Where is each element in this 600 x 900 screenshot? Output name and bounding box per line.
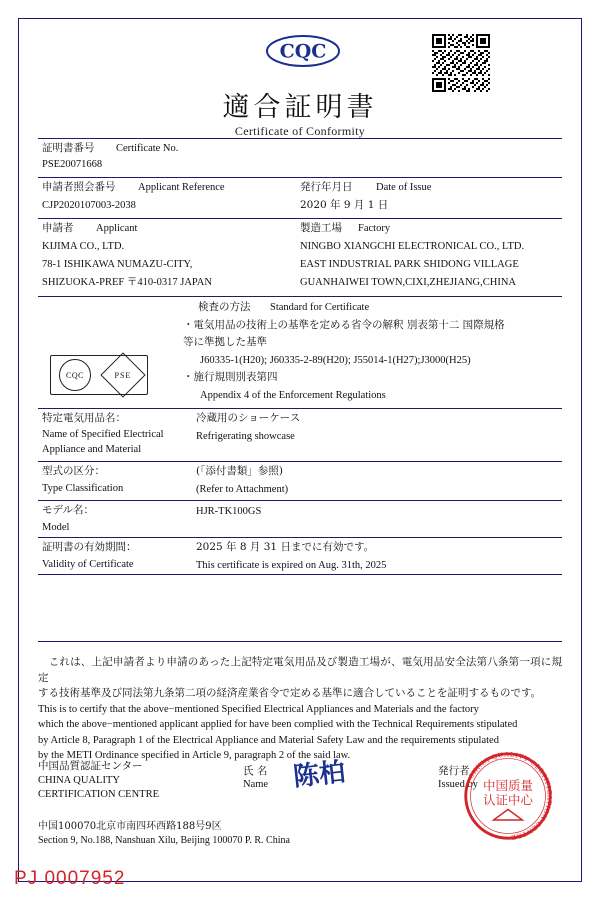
type-value-jp: (「添付書類」参照): [196, 465, 283, 477]
svg-text:认证中心: 认证中心: [483, 792, 533, 808]
statement-en-line-3: by Article 8, Paragraph 1 of the Electrical Appliance and Material Safety Law and the requirements stipulated: [38, 734, 499, 746]
issued-by-label-en: Issued by: [438, 779, 478, 790]
name-label-jp: 氏 名: [243, 765, 268, 777]
handwritten-signature: 陈柏: [291, 757, 347, 793]
divider: [38, 218, 562, 219]
standard-label-jp: 検査の方法: [198, 301, 251, 313]
issued-by-label-jp: 発行者: [438, 765, 470, 777]
applicant-line-3: SHIZUOKA-PREF 〒410-0317 JAPAN: [42, 277, 212, 288]
appliance-label-en-1: Name of Specified Electrical: [42, 429, 164, 440]
issuer-info: [38, 760, 218, 802]
divider: [38, 408, 562, 409]
divider: [38, 296, 562, 297]
footer-address: [38, 820, 290, 848]
svg-text:CQC: CQC: [279, 40, 326, 63]
validity-value-jp: 2025 年 8 月 31 日までに有効です。: [196, 541, 375, 553]
issuer-name-en-1: CHINA QUALITY: [38, 775, 120, 786]
factory-line-2: EAST INDUSTRIAL PARK SHIDONG VILLAGE: [300, 259, 519, 270]
standard-line-4: ・施行規則別表第四: [183, 371, 278, 383]
qr-code-icon: [432, 34, 490, 92]
date-of-issue-value: 2020 年 9 月 1 日: [300, 199, 389, 211]
address-line-en: Section 9, No.188, Nanshuan Xilu, Beijing 100070 P. R. China: [38, 835, 290, 846]
statement-en-line-4: by the METI Ordinance specified in Article 9, paragraph 2 of the said law.: [38, 750, 351, 761]
divider: [38, 641, 562, 642]
issuer-name-jp: 中国品質認証センター: [38, 761, 143, 772]
standard-line-3: J60335-1(H20); J60335-2-89(H20); J55014-1(H27);J3000(H25): [200, 355, 471, 366]
factory-label-en: Factory: [358, 223, 391, 234]
page-title-en: Certificate of Conformity: [234, 124, 366, 138]
appliance-value-jp: 冷蔵用のショーケース: [196, 412, 301, 424]
svg-text:中国质量: 中国质量: [483, 778, 533, 794]
name-label-en: Name: [243, 779, 269, 790]
issuer-name-en-2: CERTIFICATION CENTRE: [38, 789, 159, 800]
factory-line-1: NINGBO XIANGCHI ELECTRONICAL CO., LTD.: [300, 241, 525, 252]
pse-mark-diamond: [100, 352, 145, 397]
model-label-en: Model: [42, 522, 70, 533]
divider: [38, 574, 562, 575]
applicant-label-jp: 申請者: [42, 222, 74, 234]
divider: [38, 500, 562, 501]
statement-jp-line-2: する技術基準及び同法第九条第二項の経済産業省令で定める基準に適合していることを証明するものです。: [38, 687, 542, 699]
model-label-jp: モデル名：: [42, 504, 94, 516]
certificate-no-label-en: Certificate No.: [116, 143, 179, 154]
applicant-line-1: KIJIMA CO., LTD.: [42, 241, 125, 252]
cqc-mark-circle: [59, 359, 91, 391]
type-label-en: Type Classification: [42, 483, 124, 494]
standard-line-2: 等に準拠した基準: [183, 336, 267, 348]
serial-number: PJ 0007952: [14, 868, 126, 889]
appliance-value-en: Refrigerating showcase: [196, 431, 295, 442]
svg-text:CHINA QUALITY CERTIFICATION CE: CHINA QUALITY CERTIFICATION CENTRE: [467, 750, 554, 842]
applicant-ref-label-jp: 申請者照会番号: [42, 181, 116, 193]
standard-line-5: Appendix 4 of the Enforcement Regulations: [200, 390, 386, 401]
statement-jp-line-1: これは、上記申請者より申請のあった上記特定電気用品及び製造工場が、電気用品安全法第八条第一項に規定: [38, 656, 562, 684]
official-seal: [460, 748, 556, 844]
date-of-issue-label-jp: 発行年月日: [300, 181, 353, 193]
cqc-mark-text: CQC: [66, 370, 84, 380]
cqc-logo: [255, 32, 350, 72]
statement-en-line-1: This is to certify that the above−mentioned Specified Electrical Appliances and Materials and the factory: [38, 703, 479, 715]
appliance-label-jp: 特定電気用品名：: [42, 412, 126, 424]
applicant-ref-value: CJP2020107003-2038: [42, 200, 136, 211]
address-line-cn: 中国100070北京市南四环西路188号9区: [38, 821, 222, 832]
divider: [38, 177, 562, 178]
pse-mark-text: PSE: [114, 370, 132, 380]
model-value: HJR-TK100GS: [196, 506, 262, 517]
validity-label-en: Validity of Certificate: [42, 559, 134, 570]
statement-en-line-2: which the above−mentioned applicant applied for have been complied with the Technical Requirements stipulated: [38, 719, 518, 730]
factory-line-3: GUANHAIWEI TOWN,CIXI,ZHEJIANG,CHINA: [300, 277, 516, 288]
date-of-issue-label-en: Date of Issue: [376, 182, 432, 193]
divider: [38, 461, 562, 462]
pse-mark: [50, 355, 148, 395]
appliance-label-en-2: Appliance and Material: [42, 444, 142, 455]
applicant-label-en: Applicant: [96, 223, 138, 234]
page-title-jp: 適合証明書: [222, 92, 378, 123]
validity-value-en: This certificate is expired on Aug. 31th, 2025: [196, 560, 387, 571]
certificate-no-value: PSE20071668: [42, 159, 103, 170]
divider: [38, 537, 562, 538]
type-value-en: (Refer to Attachment): [196, 484, 289, 495]
name-label: [243, 764, 268, 792]
factory-label-jp: 製造工場: [300, 222, 342, 234]
validity-label-jp: 証明書の有効期間：: [42, 541, 137, 553]
divider: [38, 138, 562, 139]
type-label-jp: 型式の区分：: [42, 465, 105, 477]
applicant-line-2: 78-1 ISHIKAWA NUMAZU-CITY,: [42, 259, 193, 270]
applicant-ref-label-en: Applicant Reference: [138, 182, 225, 193]
certificate-no-label-jp: 証明書番号: [42, 142, 95, 154]
standard-label-en: Standard for Certificate: [270, 302, 370, 313]
standard-line-1: ・電気用品の技術上の基準を定める省令の解釈 別表第十二 国際規格: [183, 319, 505, 331]
